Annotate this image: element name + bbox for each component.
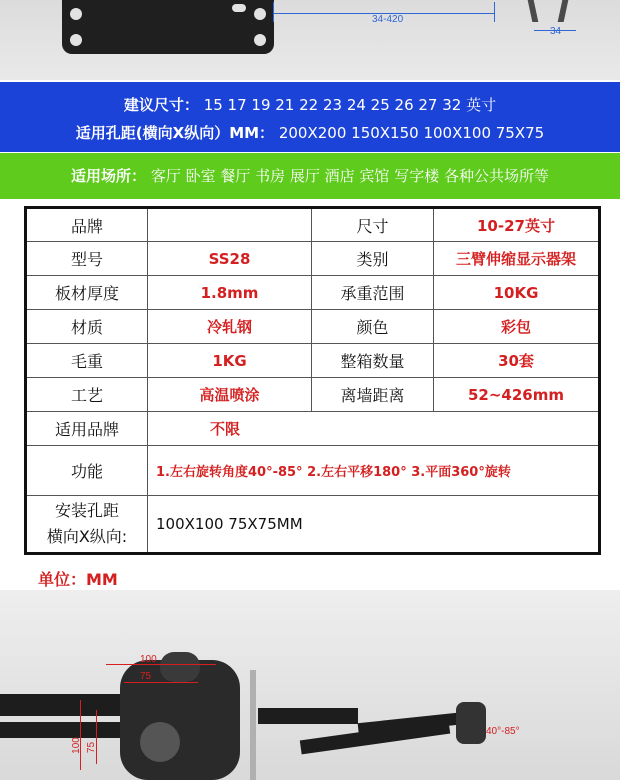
thickness-label: 板材厚度 <box>26 276 148 310</box>
arm-image <box>0 722 130 738</box>
qty-label: 整箱数量 <box>312 344 434 378</box>
dimension-line <box>124 682 198 683</box>
plate-hole <box>70 8 82 20</box>
dimension-line <box>80 700 81 770</box>
recommended-size-values: 15 17 19 21 22 23 24 25 26 27 32 英寸 <box>203 96 497 114</box>
places-values: 客厅 卧室 餐厅 书房 展厅 酒店 宾馆 写字楼 各种公共场所等 <box>150 167 549 185</box>
plate-hole <box>70 34 82 46</box>
size-label: 尺寸 <box>312 208 434 242</box>
angle-label: 40°-85° <box>486 726 520 737</box>
pivot-image <box>140 722 180 762</box>
table-row <box>26 412 600 446</box>
table-row <box>26 276 600 310</box>
brand-label: 品牌 <box>26 208 148 242</box>
bracket-leg <box>558 0 569 22</box>
table-row <box>26 378 600 412</box>
places-line <box>0 165 620 186</box>
craft-value: 高温喷涂 <box>148 378 312 412</box>
depth-dimension-label: 34 <box>550 26 562 37</box>
vesa-label: 适用孔距(横向X纵向）MM： <box>75 124 275 142</box>
brand-value <box>148 208 312 242</box>
holes-label-line-1: 安装孔距 <box>54 501 119 520</box>
distance-label: 离墙距离 <box>312 378 434 412</box>
recommendation-band <box>0 82 620 152</box>
vesa-values: 200X200 150X150 100X100 75X75 <box>278 124 545 142</box>
arm-image <box>258 708 358 724</box>
table-row <box>26 310 600 344</box>
qty-value: 30套 <box>434 344 600 378</box>
arm-image <box>0 694 130 716</box>
table-row <box>26 242 600 276</box>
color-value: 彩包 <box>434 310 600 344</box>
craft-label: 工艺 <box>26 378 148 412</box>
holes-label <box>26 496 148 554</box>
table-row <box>26 446 600 496</box>
table-row <box>26 344 600 378</box>
table-row <box>26 496 600 554</box>
holes-value: 100X100 75X75MM <box>148 496 600 554</box>
model-label: 型号 <box>26 242 148 276</box>
dim-75-vertical: 75 <box>86 741 98 754</box>
plate-slot <box>232 4 246 12</box>
spec-table <box>24 206 601 555</box>
unit-label: 单位：MM <box>38 570 118 589</box>
recommended-size-line <box>0 94 620 115</box>
plate-tab-image <box>160 652 200 682</box>
width-dimension-label: 34-420 <box>372 14 404 25</box>
fit-brand-value: 不限 <box>148 412 600 446</box>
fit-brand-label: 适用品牌 <box>26 412 148 446</box>
category-value: 三臂伸缩显示器架 <box>434 242 600 276</box>
function-value: 1.左右旋转角度40°-85° 2.左右平移180° 3.平面360°旋转 <box>148 446 600 496</box>
wall-plate-image <box>250 670 256 780</box>
holes-label-line-2: 横向X纵向: <box>46 527 128 546</box>
bottom-product-image <box>0 590 620 780</box>
color-label: 颜色 <box>312 310 434 344</box>
vesa-line <box>0 122 620 143</box>
size-value: 10-27英寸 <box>434 208 600 242</box>
recommended-size-label: 建议尺寸： <box>123 96 199 114</box>
function-label: 功能 <box>26 446 148 496</box>
head-image <box>456 702 486 744</box>
distance-value: 52~426mm <box>434 378 600 412</box>
dimension-tick <box>273 2 274 22</box>
top-product-image <box>0 0 620 80</box>
material-label: 材质 <box>26 310 148 344</box>
dimension-line <box>96 710 97 764</box>
table-row <box>26 208 600 242</box>
weight-label: 毛重 <box>26 344 148 378</box>
places-label: 适用场所： <box>71 167 147 185</box>
material-value: 冷轧钢 <box>148 310 312 344</box>
thickness-value: 1.8mm <box>148 276 312 310</box>
plate-hole <box>254 34 266 46</box>
places-band <box>0 153 620 199</box>
dimension-tick <box>494 2 495 22</box>
dim-75-horizontal: 75 <box>140 671 152 682</box>
bracket-leg <box>528 0 539 22</box>
model-value: SS28 <box>148 242 312 276</box>
weight-value: 1KG <box>148 344 312 378</box>
category-label: 类别 <box>312 242 434 276</box>
load-value: 10KG <box>434 276 600 310</box>
dimension-line <box>106 664 216 665</box>
dim-100-vertical: 100 <box>70 737 82 754</box>
mount-plate-image <box>62 0 274 54</box>
plate-hole <box>254 8 266 20</box>
dim-100-horizontal: 100 <box>140 654 157 665</box>
load-label: 承重范围 <box>312 276 434 310</box>
